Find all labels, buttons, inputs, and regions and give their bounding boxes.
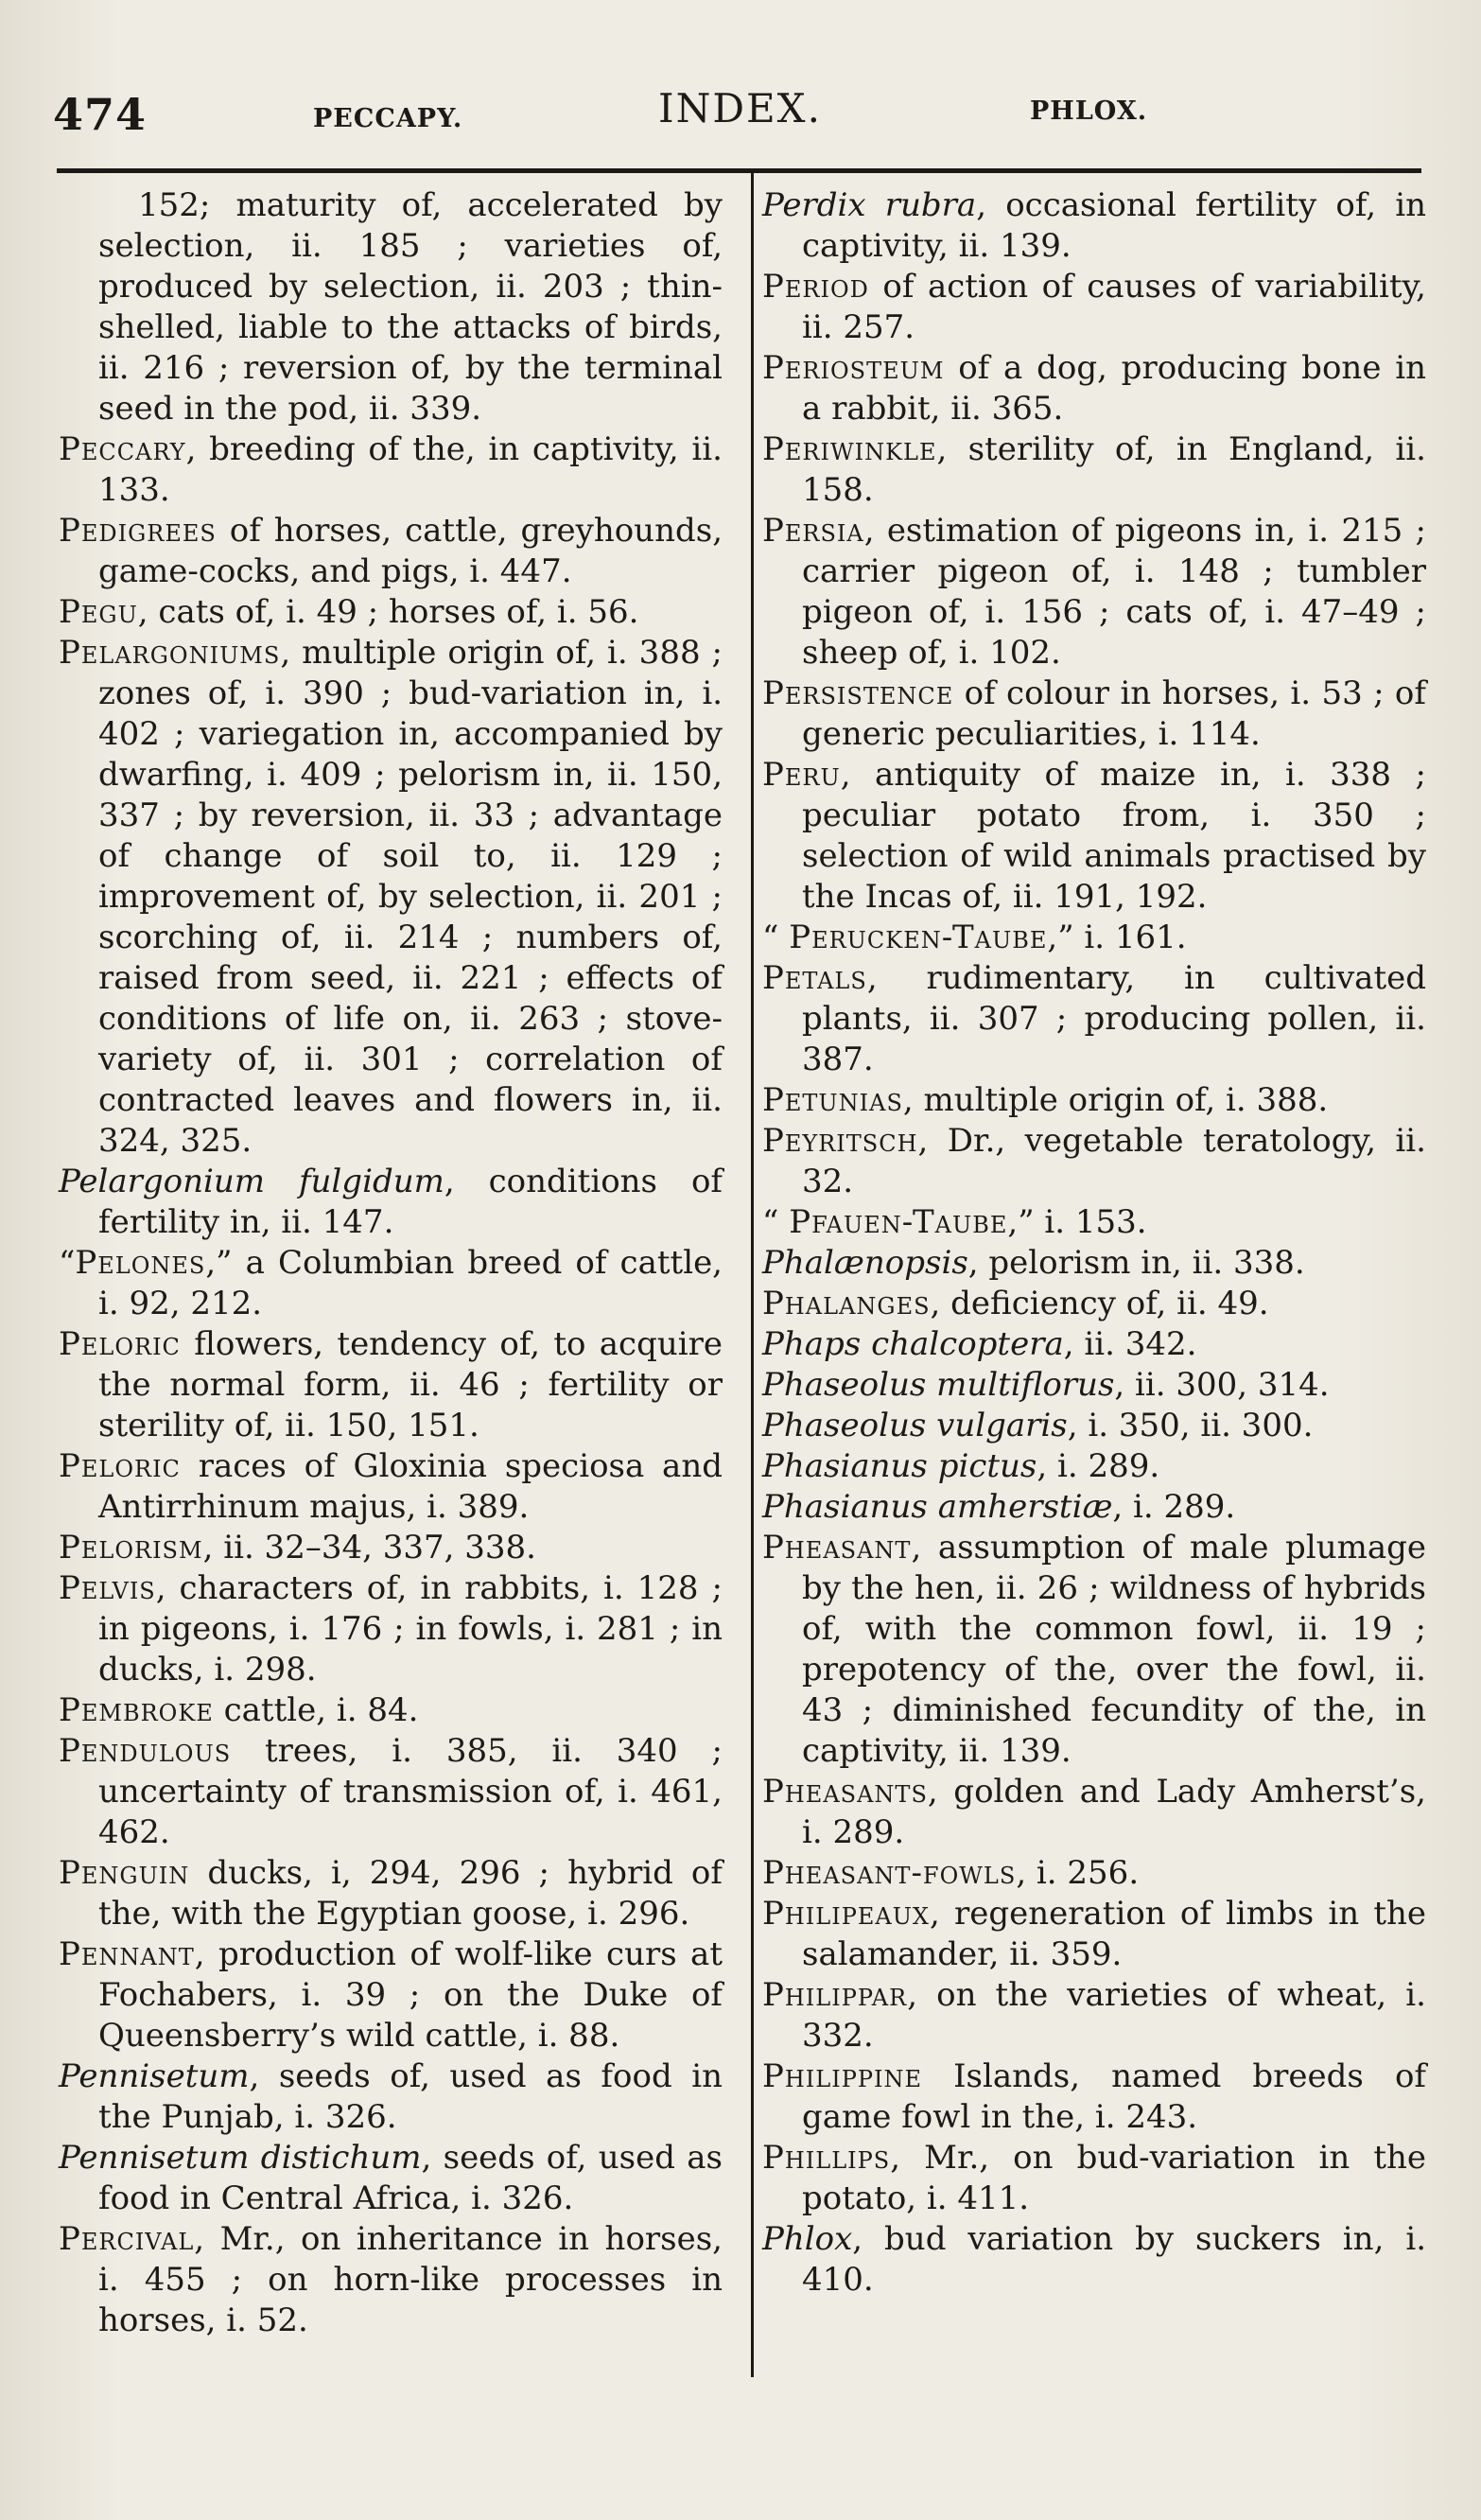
entry-headword: Phasianus amherstiæ <box>762 1488 1113 1526</box>
entry-text: , ii. 32–34, 337, 338. <box>202 1529 536 1566</box>
entry-headword: Petunias <box>762 1081 903 1119</box>
entry-text: ,” a Columbian breed of cattle, i. 92, 212. <box>98 1244 723 1322</box>
entry-headword: Philippine <box>762 2057 923 2095</box>
entry-headword: Pembroke <box>59 1691 214 1729</box>
entry-text: ducks, i, 294, 296 ; hybrid of the, with the Egyptian goose, i. 296. <box>98 1854 723 1933</box>
entry-headword: Periosteum <box>762 349 945 387</box>
entry-headword: Perucken-Taube <box>789 919 1048 956</box>
entry-headword: Pedigrees <box>59 512 217 550</box>
entry-text: , bud variation by suckers in, i. 410. <box>802 2220 1426 2299</box>
entry-headword: Pheasants <box>762 1773 928 1811</box>
entry-headword: Pendulous <box>59 1732 232 1770</box>
index-entry <box>59 1853 723 1934</box>
entry-headword: Phillips <box>762 2139 891 2177</box>
entry-headword: Phalanges <box>762 1285 931 1322</box>
index-entry <box>59 1731 723 1853</box>
index-entry <box>59 1934 723 2056</box>
entry-text: , i. 256. <box>1016 1854 1140 1892</box>
index-entry <box>59 592 723 633</box>
entry-text: , rudimentary, in cultivated plants, ii. 307 ; producing pollen, ii. 387. <box>802 959 1426 1078</box>
entry-headword: Pennant <box>59 1935 195 1973</box>
index-entry <box>762 1772 1426 1853</box>
entry-headword: Pfauen-Taube <box>789 1203 1008 1241</box>
entry-headword: Peloric <box>59 1325 181 1363</box>
entry-headword: Pheasant <box>762 1529 912 1566</box>
index-entry <box>762 1853 1426 1894</box>
entry-text: , characters of, in rabbits, i. 128 ; in pigeons, i. 176 ; in fowls, i. 281 ; in ducks, i. 298. <box>98 1569 723 1689</box>
entry-prefix: “ <box>762 1203 790 1241</box>
index-entry <box>762 1487 1426 1528</box>
entry-text: , golden and Lady Amherst’s, i. 289. <box>802 1773 1426 1851</box>
index-entry <box>762 755 1426 918</box>
entry-headword: Persistence <box>762 674 954 712</box>
left-running-head: PECCAPY. <box>313 104 463 133</box>
index-entry <box>59 1162 723 1243</box>
entry-text: , multiple origin of, i. 388. <box>902 1081 1329 1119</box>
entry-text: ,” i. 153. <box>1007 1203 1147 1241</box>
index-entry <box>59 2219 723 2341</box>
entry-headword: Petals <box>762 959 867 997</box>
index-entry <box>59 1568 723 1690</box>
index-entry <box>762 2138 1426 2219</box>
entry-headword: Peyritsch <box>762 1122 918 1160</box>
entry-headword: Persia <box>762 512 864 550</box>
entry-headword: Pelorism <box>59 1529 203 1566</box>
entry-text: , deficiency of, ii. 49. <box>930 1285 1269 1322</box>
index-entry <box>59 633 723 1162</box>
entry-headword: Phaseolus vulgaris <box>762 1407 1068 1444</box>
index-entry <box>762 348 1426 429</box>
index-entry <box>762 185 1426 267</box>
entry-headword: Peloric <box>59 1447 181 1485</box>
entry-text: , occasional fertility of, in captivity, ii. 139. <box>802 186 1426 265</box>
index-entry <box>762 1202 1426 1243</box>
entry-text: , Mr., on inheritance in horses, i. 455 ; on horn-like processes in horses, i. 52. <box>98 2220 723 2339</box>
entry-text: , i. 350, ii. 300. <box>1067 1407 1314 1444</box>
entry-text: ,” i. 161. <box>1047 919 1187 956</box>
entry-headword: Phaseolus multiflorus <box>762 1366 1115 1404</box>
entry-text: , multiple origin of, i. 388 ; zones of, i. 390 ; bud-variation in, i. 402 ; variegation in, accompanied by dwarfing, i. 409 ; pelorism in, ii. 150, 337 ; by reversion, ii. 33 ; advantage of change of soil to, ii. 129 ; improvement of, by selection, ii. 201 ; scorching of, ii. 214 ; numbers of, raised from seed, ii. 221 ; effects of conditions of life on, ii. 263 ; stove-variety of, ii. 301 ; correlation of contracted leaves and flowers in, ii. 324, 325. <box>98 634 723 1160</box>
header-rule <box>57 168 1421 173</box>
entry-headword: Pelvis <box>59 1569 156 1607</box>
entry-text: , regeneration of limbs in the salamander, ii. 359. <box>802 1895 1426 1973</box>
entry-text: , cats of, i. 49 ; horses of, i. 56. <box>137 593 639 631</box>
entry-headword: Percival <box>59 2220 195 2258</box>
entry-headword: Philipeaux <box>762 1895 931 1933</box>
index-entry <box>762 1284 1426 1324</box>
entry-headword: Pelargoniums <box>59 634 281 672</box>
entry-headword: Phaps chalcoptera <box>762 1325 1064 1363</box>
entry-text: , sterility of, in England, ii. 158. <box>802 430 1426 509</box>
entry-text: of a dog, producing bone in a rabbit, ii. 365. <box>802 349 1426 428</box>
entry-text: 152; maturity of, accelerated by selection, ii. 185 ; varieties of, produced by selection, ii. 203 ; thin-shelled, liable to the attacks of birds, ii. 216 ; reversion of, by the terminal seed in the pod, ii. 339. <box>98 186 723 428</box>
entry-text: , seeds of, used as food in the Punjab, i. 326. <box>98 2057 723 2136</box>
entry-text: , Dr., vegetable teratology, ii. 32. <box>802 1122 1426 1200</box>
entry-text: , i. 289. <box>1037 1447 1160 1485</box>
entry-prefix: “ <box>59 1244 76 1282</box>
entry-headword: Philippar <box>762 1976 908 2014</box>
right-column <box>762 185 1426 2301</box>
index-entry <box>59 185 723 429</box>
index-entry <box>59 2138 723 2219</box>
entry-text: of horses, cattle, greyhounds, game-cocks, and pigs, i. 447. <box>98 512 723 590</box>
entry-headword: Pennisetum <box>59 2057 250 2095</box>
entry-headword: Penguin <box>59 1854 190 1892</box>
index-entry <box>762 1121 1426 1202</box>
entry-headword: Pelargonium fulgidum <box>59 1163 444 1200</box>
index-entry <box>762 1406 1426 1446</box>
column-divider <box>751 173 754 2377</box>
index-entry <box>762 2056 1426 2138</box>
entry-headword: Pheasant-fowls <box>762 1854 1017 1892</box>
entry-text: , i. 289. <box>1112 1488 1236 1526</box>
entry-text: , assumption of male plumage by the hen, ii. 26 ; wildness of hybrids of, with the common fowl, ii. 19 ; prepotency of the, over the fowl, ii. 43 ; diminished fecundity of the, in captivity, ii. 139. <box>802 1529 1426 1770</box>
entry-prefix: “ <box>762 919 790 956</box>
index-entry <box>762 1324 1426 1365</box>
index-entry <box>762 958 1426 1080</box>
entry-text: , antiquity of maize in, i. 338 ; peculiar potato from, i. 350 ; selection of wild animals practised by the Incas of, ii. 191, 192. <box>802 756 1426 916</box>
index-entry <box>59 1243 723 1324</box>
index-entry <box>762 2219 1426 2301</box>
entry-text: , on the varieties of wheat, i. 332. <box>802 1976 1426 2055</box>
entry-headword: Periwinkle <box>762 430 937 468</box>
entry-headword: Phasianus pictus <box>762 1447 1037 1485</box>
right-running-head: PHLOX. <box>1030 96 1148 126</box>
index-entry <box>762 267 1426 348</box>
index-entry <box>762 1975 1426 2056</box>
entry-headword: Peru <box>762 756 841 794</box>
index-entry <box>59 1690 723 1731</box>
entry-headword: Pennisetum distichum <box>59 2139 422 2177</box>
entry-text: races of Gloxinia speciosa and Antirrhinum majus, i. 389. <box>98 1447 723 1526</box>
index-entry <box>59 1324 723 1446</box>
entry-text: trees, i. 385, ii. 340 ; uncertainty of transmission of, i. 461, 462. <box>98 1732 723 1851</box>
entry-headword: Pegu <box>59 593 138 631</box>
entry-text: of colour in horses, i. 53 ; of generic peculiarities, i. 114. <box>802 674 1426 753</box>
entry-headword: Pelones <box>75 1244 206 1282</box>
entry-text: , production of wolf-like curs at Fochabers, i. 39 ; on the Duke of Queensberry’s wild cattle, i. 88. <box>98 1935 723 2055</box>
page-number: 474 <box>53 89 148 140</box>
page-title: INDEX. <box>658 85 822 131</box>
entry-text: flowers, tendency of, to acquire the normal form, ii. 46 ; fertility or sterility of, ii. 150, 151. <box>98 1325 723 1444</box>
index-entry <box>762 1243 1426 1284</box>
index-entry <box>59 511 723 592</box>
entry-headword: Period <box>762 268 869 306</box>
left-column <box>59 185 723 2341</box>
index-entry <box>59 1446 723 1528</box>
index-entry <box>762 1080 1426 1121</box>
index-entry <box>762 511 1426 674</box>
index-entry <box>59 2056 723 2138</box>
entry-text: , conditions of fertility in, ii. 147. <box>98 1163 723 1241</box>
entry-text: Islands, named breeds of game fowl in the, i. 243. <box>802 2057 1426 2136</box>
index-entry <box>762 1365 1426 1406</box>
entry-text: , breeding of the, in captivity, ii. 133. <box>98 430 723 509</box>
entry-headword: Perdix rubra <box>762 186 977 224</box>
entry-text: , seeds of, used as food in Central Africa, i. 326. <box>98 2139 723 2217</box>
index-entry <box>762 1528 1426 1772</box>
index-entry <box>59 1528 723 1568</box>
index-entry <box>762 918 1426 958</box>
entry-text: cattle, i. 84. <box>213 1691 419 1729</box>
index-entry <box>762 1894 1426 1975</box>
entry-headword: Phlox <box>762 2220 853 2258</box>
entry-text: , estimation of pigeons in, i. 215 ; carrier pigeon of, i. 148 ; tumbler pigeon of, i. 156 ; cats of, i. 47–49 ; sheep of, i. 102. <box>802 512 1426 672</box>
entry-text: , ii. 342. <box>1063 1325 1197 1363</box>
entry-headword: Peccary <box>59 430 186 468</box>
entry-headword: Phalænopsis <box>762 1244 968 1282</box>
index-entry <box>762 429 1426 511</box>
index-entry <box>762 1446 1426 1487</box>
entry-text: , Mr., on bud-variation in the potato, i. 411. <box>802 2139 1426 2217</box>
index-entry <box>59 429 723 511</box>
entry-text: of action of causes of variability, ii. 257. <box>802 268 1426 346</box>
index-entry <box>762 674 1426 755</box>
entry-text: , ii. 300, 314. <box>1114 1366 1330 1404</box>
page-header <box>53 79 1434 155</box>
entry-text: , pelorism in, ii. 338. <box>967 1244 1305 1282</box>
